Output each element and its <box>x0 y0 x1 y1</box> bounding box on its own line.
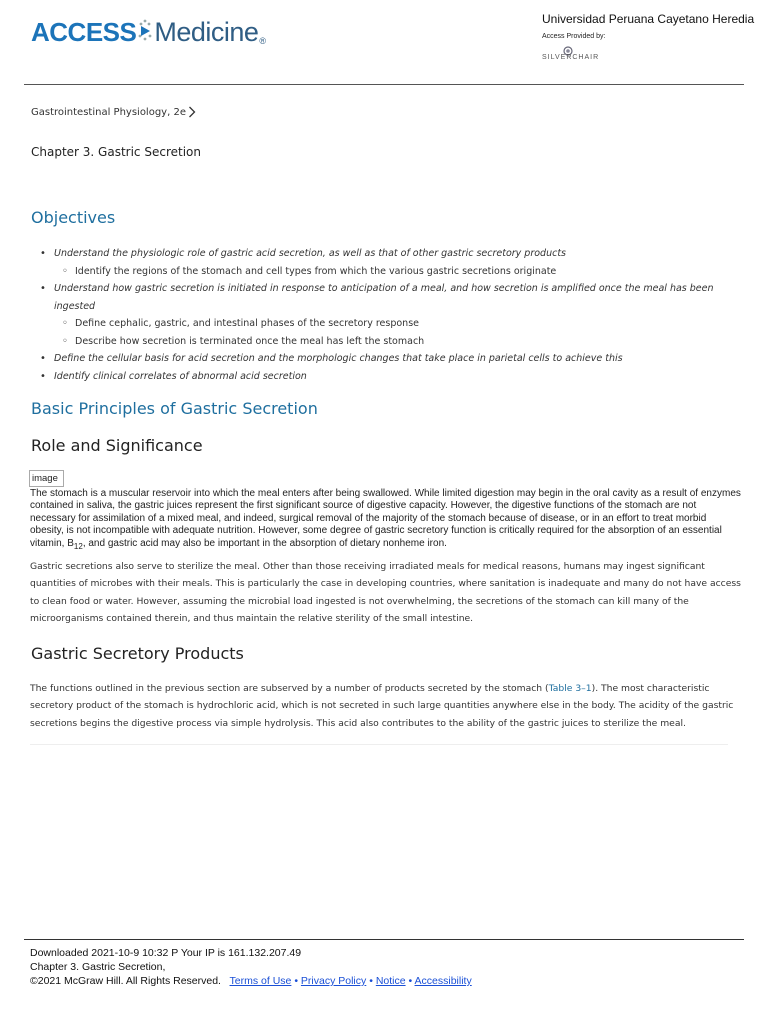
objective-item: • Identify clinical correlates of abnormal acid secretion <box>40 368 740 386</box>
accessibility-link[interactable]: Accessibility <box>414 975 472 987</box>
footer-separator: • <box>294 975 298 987</box>
chapter-title: Chapter 3. Gastric Secretion <box>31 145 201 159</box>
page-footer <box>24 939 744 988</box>
objective-subitem: ◦ Identify the regions of the stomach and cell types from which the various gastric secretions originate <box>40 263 740 281</box>
content-divider <box>30 744 728 745</box>
objectives-list <box>40 245 740 385</box>
privacy-policy-link[interactable]: Privacy Policy <box>300 975 367 987</box>
footer-separator: • <box>369 975 373 987</box>
table-3-1-link[interactable]: Table 3–1 <box>548 683 592 694</box>
objective-item: • Understand how gastric secretion is initiated in response to anticipation of a meal, and how secretion is amplified once the meal has been ingested <box>40 280 740 315</box>
terms-of-use-link[interactable]: Terms of Use <box>229 975 292 987</box>
breadcrumb-book-link[interactable]: Gastrointestinal Physiology, 2e <box>31 106 186 118</box>
objective-item: • Understand the physiologic role of gastric acid secretion, as well as that of other gastric secretory products <box>40 245 740 263</box>
role-paragraph-2: Gastric secretions also serve to sterilize the meal. Other than those receiving irradiated meals for medical reasons, humans may ingest significant quantities of microbes with their meals. This is particularly the case in developing countries, where sanitation is inadequate and many do not have access to clean food or water. However, assuming the microbial load ingested is not overwhelming, the secretions of the stomach can kill many of the microorganisms contained therein, and thus maintain the relative sterility of the small intestine. <box>30 561 741 624</box>
objective-subitem: ◦ Describe how secretion is terminated once the meal has left the stomach <box>40 333 740 351</box>
gastric-products-heading: Gastric Secretory Products <box>31 644 244 663</box>
image-placeholder[interactable]: image <box>29 470 64 487</box>
logo-medicine-text: Medicine <box>154 16 259 47</box>
footer-chapter: Chapter 3. Gastric Secretion, <box>30 961 166 973</box>
objectives-heading: Objectives <box>31 208 116 227</box>
provider-name: SILVERCHAIR <box>542 54 600 61</box>
objective-subitem: ◦ Define cephalic, gastric, and intestinal phases of the secretory response <box>40 315 740 333</box>
notice-link[interactable]: Notice <box>375 975 406 987</box>
logo-access-text: ACCESS <box>31 16 137 47</box>
basic-principles-heading: Basic Principles of Gastric Secretion <box>31 399 318 418</box>
download-info: Downloaded 2021-10-9 10:32 P Your IP is 161.132.207.49 <box>30 947 302 959</box>
footer-links-row <box>30 974 744 988</box>
logo-arrow-icon <box>137 16 153 48</box>
role-paragraph-1: The stomach is a muscular reservoir into which the meal enters after being swallowed. While limited digestion may begin in the oral cavity as a result of enzymes contained in saliva, the gastric juices represent the first significant source of digestive capacity. However, the digestive functions of the stomach are not necessary for assimilation of a mixed meal, and indeed, surgical removal of the majority of the stomach because of disease, or in an effort to treat morbid obesity, is not incompatible with adequate nutrition. However, some degree of gastric secretory function is critically required for the absorption of an essential vitamin, $B_{12}$, and gastric acid may also be important in the absorption of dietary nonheme iron. <box>30 488 741 551</box>
access-provided-label: Access Provided by: <box>542 33 606 40</box>
role-significance-heading: Role and Significance <box>31 436 203 455</box>
gastric-products-paragraph: The functions outlined in the previous section are subserved by a number of products secreted by the stomach (Table 3–1). The most characteristic secretory product of the stomach is hydrochloric acid, which is not secreted in such large quantities anywhere else in the body. The acidity of the gastric secretions begins the digestive process via simple hydrolysis. This acid also contributes to the ability of the gastric juices to sterilize the meal. <box>30 683 734 729</box>
footer-separator: • <box>408 975 413 987</box>
copyright-text: ©2021 McGraw Hill. All Rights Reserved. <box>30 975 221 987</box>
objective-item: • Define the cellular basis for acid secretion and the morphologic changes that take place in parietal cells to achieve this <box>40 350 740 368</box>
logo-registered-mark: ® <box>259 36 267 46</box>
access-medicine-logo[interactable] <box>31 12 266 52</box>
institution-name: Universidad Peruana Cayetano Heredia <box>542 12 755 26</box>
breadcrumb <box>31 106 196 118</box>
site-header <box>24 0 755 85</box>
chevron-right-icon <box>188 106 196 118</box>
